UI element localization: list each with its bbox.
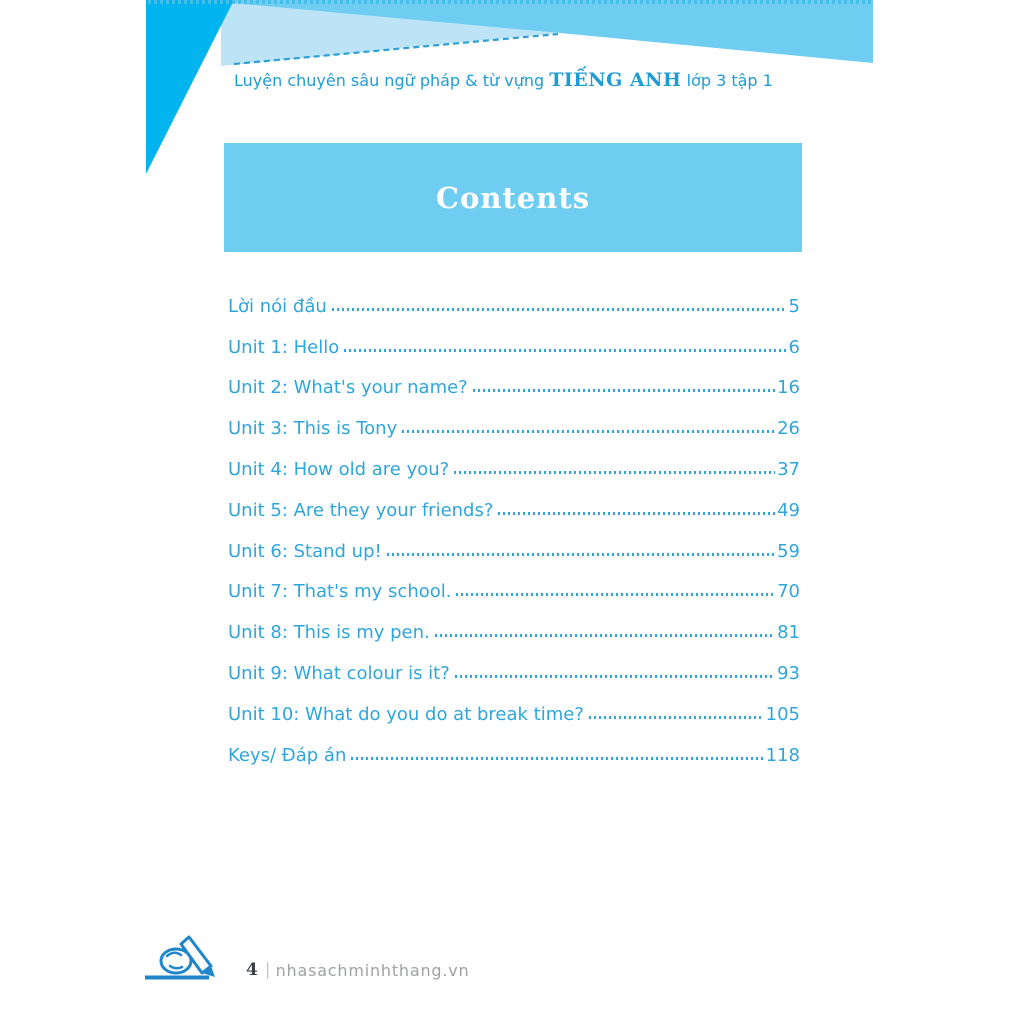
dot-leader <box>456 593 775 596</box>
header-title-suffix: lớp 3 tập 1 <box>681 71 773 90</box>
header-title-prefix: Luyện chuyên sâu ngữ pháp & từ vựng <box>234 71 550 90</box>
toc-entry-title: Unit 9: What colour is it? <box>228 662 450 684</box>
toc-entry-title: Unit 4: How old are you? <box>228 458 450 480</box>
dot-leader <box>402 430 775 433</box>
dot-leader <box>473 389 775 392</box>
toc-entry-page: 16 <box>777 377 800 399</box>
toc-entry-page: 6 <box>788 336 800 358</box>
dot-leader <box>344 349 786 352</box>
toc-entry <box>228 730 800 771</box>
contents-heading: Contents <box>435 180 591 215</box>
toc-entry-title: Unit 5: Are they your friends? <box>228 499 494 521</box>
toc-entry-page: 37 <box>777 458 800 480</box>
toc-entry <box>228 363 800 404</box>
toc-entry <box>228 567 800 608</box>
toc-entry-page: 59 <box>777 540 800 562</box>
toc-entry-page: 81 <box>777 622 800 644</box>
toc-entry <box>228 526 800 567</box>
toc-entry-title: Unit 1: Hello <box>228 336 340 358</box>
toc-entry-page: 118 <box>765 744 800 766</box>
dot-leader <box>387 553 775 556</box>
header-title-highlight: TIẾNG ANH <box>549 69 682 91</box>
toc-entry-title: Lời nói đầu <box>228 295 327 317</box>
toc-entry-page: 49 <box>777 499 800 521</box>
toc-entry-title: Unit 8: This is my pen. <box>228 622 430 644</box>
writing-hand-icon <box>143 932 237 982</box>
toc-entry-page: 93 <box>777 662 800 684</box>
bright-cyan-triangle-shape <box>146 0 234 174</box>
toc-entry <box>228 485 800 526</box>
dot-leader <box>498 512 775 515</box>
diagonal-dashed-line <box>234 34 558 64</box>
dot-leader <box>454 471 775 474</box>
header-title <box>234 68 834 93</box>
toc-entry-title: Unit 6: Stand up! <box>228 540 382 562</box>
footer-separator: | <box>264 960 271 980</box>
toc-entry <box>228 689 800 730</box>
toc-entry-title: Unit 7: That's my school. <box>228 581 452 603</box>
toc-list <box>228 281 800 771</box>
footer-page-number: 4 <box>246 960 258 980</box>
dot-leader <box>332 308 787 311</box>
dot-leader <box>455 675 775 678</box>
toc-entry <box>228 403 800 444</box>
footer-website: nhasachminhthang.vn <box>275 961 470 980</box>
toc-entry <box>228 444 800 485</box>
toc-entry-title: Unit 3: This is Tony <box>228 418 398 440</box>
toc-entry <box>228 281 800 322</box>
toc-entry-page: 5 <box>788 295 800 317</box>
toc-entry-page: 26 <box>777 418 800 440</box>
toc-entry-page: 70 <box>777 581 800 603</box>
contents-banner <box>224 143 802 252</box>
toc-entry <box>228 322 800 363</box>
dot-leader <box>435 634 775 637</box>
toc-entry-page: 105 <box>765 703 800 725</box>
toc-entry-title: Unit 2: What's your name? <box>228 377 468 399</box>
footer <box>143 932 469 982</box>
dot-leader <box>589 716 764 719</box>
toc-entry-title: Unit 10: What do you do at break time? <box>228 703 584 725</box>
pale-blue-triangle-shape <box>221 2 560 66</box>
toc-entry <box>228 607 800 648</box>
sky-blue-band-shape <box>226 0 873 63</box>
toc-entry-title: Keys/ Đáp án <box>228 744 347 766</box>
toc-entry <box>228 648 800 689</box>
dot-leader <box>351 757 763 760</box>
